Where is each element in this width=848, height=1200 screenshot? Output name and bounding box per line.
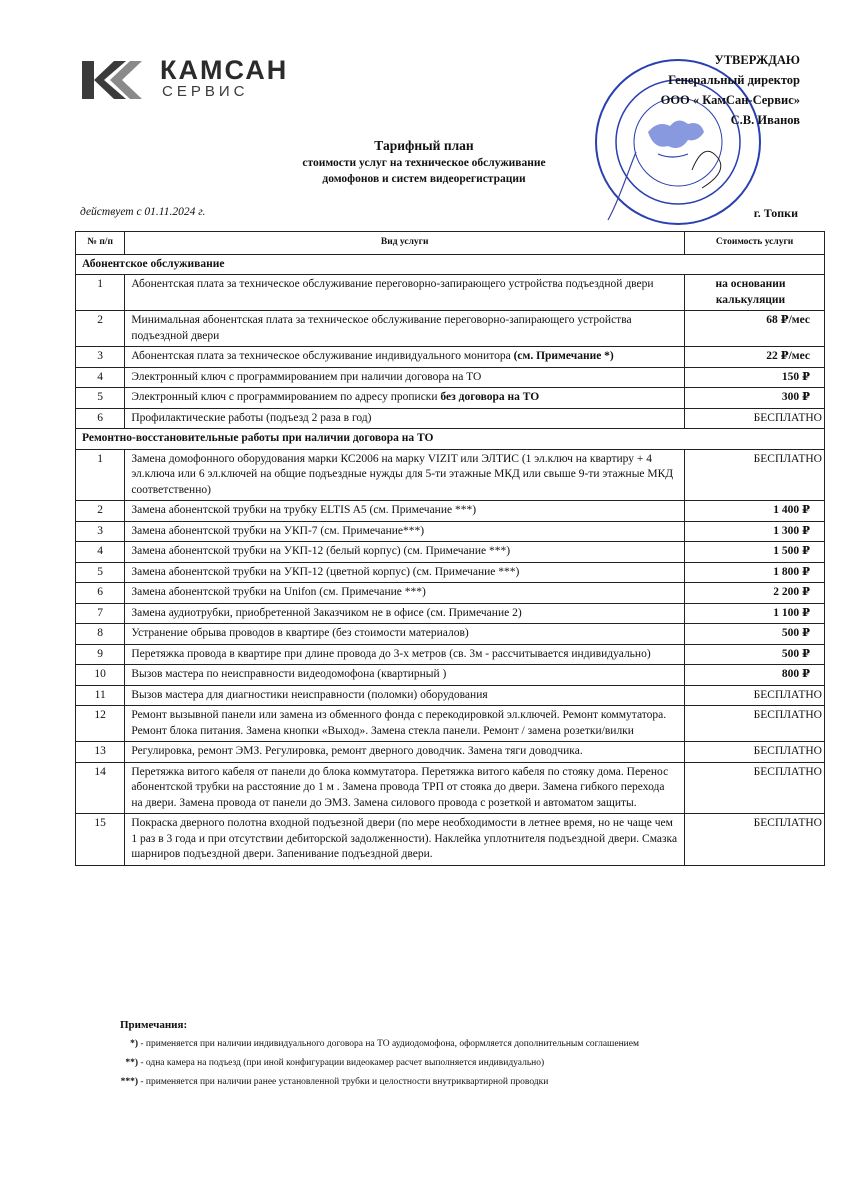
row-number: 2	[76, 501, 125, 522]
row-number: 1	[76, 449, 125, 501]
row-price: БЕСПЛАТНО	[685, 685, 825, 706]
section-repair-title: Ремонтно-восстановительные работы при наличии договора на ТО	[76, 429, 825, 450]
row-service	[125, 562, 685, 583]
note-item	[80, 1073, 639, 1092]
company-logo	[80, 55, 310, 105]
row-price: 1 400 ₽	[685, 501, 825, 522]
row-number: 6	[76, 408, 125, 429]
row-service	[125, 449, 685, 501]
service-text: Замена аудиотрубки, приобретенной Заказчиком не в офисе (см. Примечание 2)	[131, 606, 522, 619]
service-text: Замена абонентской трубки на УКП-12 (цветной корпус) (см. Примечание ***)	[131, 565, 520, 578]
document-subtitle-line1: стоимости услуг на техническое обслуживание	[302, 157, 546, 169]
row-service	[125, 311, 685, 347]
row-service	[125, 542, 685, 563]
approval-heading: УТВЕРЖДАЮ	[714, 53, 800, 67]
service-text: Электронный ключ с программированием при наличии договора на ТО	[131, 370, 482, 383]
note-text: - одна камера на подъезд (при иной конфигурации видеокамер расчет выполняется индивидуально)	[138, 1058, 545, 1068]
service-text: Профилактические работы (подъезд 2 раза в год)	[131, 411, 372, 424]
logo-subtitle: СЕРВИС	[162, 83, 249, 100]
row-price: 68 ₽/мес	[685, 311, 825, 347]
service-text: Вызов мастера по неисправности видеодомофона (квартирный )	[131, 668, 447, 680]
row-service	[125, 665, 685, 686]
service-bold-note: без договора на ТО	[440, 391, 540, 403]
header-price: Стоимость услуги	[685, 232, 825, 255]
service-text: Перетяжка витого кабеля от панели до блока коммутатора. Перетяжка витого кабеля по стояку дома. Перенос абонентской трубки на расстояние до 1 м . Замена провода ТРП от стояка до двери. Замена гибкого перехода на двери. Замена провода от панели до ЭМЗ. Замена силового провода с розеткой и автоматом защиты.	[131, 765, 669, 809]
note-mark: **)	[125, 1058, 138, 1068]
row-number: 4	[76, 367, 125, 388]
row-service	[125, 685, 685, 706]
row-service	[125, 367, 685, 388]
table-header-row	[76, 232, 825, 255]
row-number: 11	[76, 685, 125, 706]
row-number: 12	[76, 706, 125, 742]
note-text: - применяется при наличии индивидуального договора на ТО аудиодомофона, оформляется дополнительным соглашением	[138, 1039, 639, 1049]
row-price: 150 ₽	[685, 367, 825, 388]
row-price: БЕСПЛАТНО	[685, 706, 825, 742]
row-service	[125, 814, 685, 866]
note-item	[80, 1054, 639, 1073]
document-title: Тарифный план	[374, 138, 474, 153]
table-row	[76, 449, 825, 501]
service-text: Перетяжка провода в квартире при длине провода до 3-х метров (св. 3м - рассчитывается индивидуально)	[131, 647, 651, 660]
row-price: БЕСПЛАТНО	[685, 762, 825, 814]
table-row	[76, 521, 825, 542]
row-price: 22 ₽/мес	[685, 347, 825, 368]
row-number: 3	[76, 521, 125, 542]
service-bold-note: (см. Примечание *)	[513, 350, 614, 362]
notes-list	[80, 1035, 639, 1092]
row-number: 13	[76, 742, 125, 763]
table-row	[76, 685, 825, 706]
section-subscription-title: Абонентское обслуживание	[76, 254, 825, 275]
row-service	[125, 603, 685, 624]
note-item	[80, 1035, 639, 1054]
row-price: 500 ₽	[685, 644, 825, 665]
note-mark: *)	[130, 1039, 138, 1049]
row-service	[125, 624, 685, 645]
row-price: 500 ₽	[685, 624, 825, 645]
row-number: 14	[76, 762, 125, 814]
row-number: 6	[76, 583, 125, 604]
valid-from-date: действует с 01.11.2024 г.	[80, 206, 206, 218]
row-number: 9	[76, 644, 125, 665]
table-row	[76, 542, 825, 563]
row-number: 5	[76, 388, 125, 409]
row-price: БЕСПЛАТНО	[685, 742, 825, 763]
row-price: 1 500 ₽	[685, 542, 825, 563]
table-row	[76, 603, 825, 624]
row-price: БЕСПЛАТНО	[685, 449, 825, 501]
table-row	[76, 275, 825, 311]
city-name: г. Топки	[753, 206, 798, 220]
service-text: Покраска дверного полотна входной подъезной двери (по мере необходимости в летнее время, но не чаще чем 1 раз в 3 года и при отсутствии дебиторской задолженности). Наклейка уплотнителя подъездной двери. Смазка шарниров подъездной двери. Запенивание подъездной двери.	[131, 817, 678, 860]
section-header-row	[76, 254, 825, 275]
row-service	[125, 347, 685, 368]
logo-title: КАМСАН	[160, 55, 289, 85]
service-text: Минимальная абонентская плата за техническое обслуживание переговорно-запирающего устройства подъездной двери	[131, 314, 632, 342]
row-number: 1	[76, 275, 125, 311]
row-price: БЕСПЛАТНО	[685, 814, 825, 866]
header-num: № п/п	[76, 232, 125, 255]
service-text: Регулировка, ремонт ЭМЗ. Регулировка, ремонт дверного доводчик. Замена тяги доводчика.	[131, 745, 583, 757]
row-service	[125, 762, 685, 814]
service-text: Замена абонентской трубки на УКП-12 (белый корпус) (см. Примечание ***)	[131, 545, 511, 557]
notes-heading: Примечания:	[120, 1019, 188, 1031]
row-service	[125, 706, 685, 742]
row-price: 1 100 ₽	[685, 603, 825, 624]
notes-block	[80, 1016, 639, 1092]
row-price: 300 ₽	[685, 388, 825, 409]
service-text: Абонентская плата за техническое обслуживание переговорно-запирающего устройства подъездной двери	[131, 278, 654, 290]
row-number: 10	[76, 665, 125, 686]
row-price: 800 ₽	[685, 665, 825, 686]
service-text: Замена абонентской трубки на трубку ELTIS A5 (см. Примечание ***)	[131, 504, 477, 516]
service-text: Вызов мастера для диагностики неисправности (поломки) оборудования	[131, 688, 488, 701]
table-row	[76, 311, 825, 347]
table-row	[76, 762, 825, 814]
approval-block	[661, 50, 800, 130]
row-number: 7	[76, 603, 125, 624]
row-number: 4	[76, 542, 125, 563]
approval-company: ООО « КамСан-Сервис»	[660, 93, 800, 107]
row-service	[125, 742, 685, 763]
row-service	[125, 388, 685, 409]
table-row	[76, 742, 825, 763]
header-service: Вид услуги	[125, 232, 685, 255]
service-text: Электронный ключ с программированием по адресу прописки	[131, 391, 438, 403]
table-row	[76, 624, 825, 645]
note-mark: ***)	[120, 1077, 138, 1087]
service-text: Замена абонентской трубки на Unifon (см. Примечание ***)	[131, 586, 426, 598]
table-row	[76, 367, 825, 388]
table-row	[76, 562, 825, 583]
row-number: 3	[76, 347, 125, 368]
row-service	[125, 583, 685, 604]
table-body	[76, 254, 825, 865]
row-price: БЕСПЛАТНО	[685, 408, 825, 429]
row-price: 2 200 ₽	[685, 583, 825, 604]
table-row	[76, 644, 825, 665]
row-price: 1 300 ₽	[685, 521, 825, 542]
service-text: Замена домофонного оборудования марки КС2006 на марку VIZIT или ЭЛТИС (1 эл.ключ на квартиру + 4 эл.ключа или 6 эл.ключей на общие подъездные нужды для 5-ти этажные МКД или свыше 9-ти этажные МКД соответственно)	[131, 452, 674, 496]
table-row	[76, 665, 825, 686]
table-row	[76, 583, 825, 604]
row-service	[125, 408, 685, 429]
service-text: Ремонт вызывной панели или замена из обменного фонда с перекодировкой эл.ключей. Ремонт коммутатора. Ремонт блока питания. Замена кнопки «Выход». Замена стекла панели. Ремонт / замена розетки/вилки	[131, 709, 667, 737]
row-service	[125, 275, 685, 311]
tariff-table	[75, 231, 825, 866]
row-price: на основании калькуляции	[685, 275, 825, 311]
table-row	[76, 706, 825, 742]
row-number: 2	[76, 311, 125, 347]
row-service	[125, 521, 685, 542]
table-row	[76, 388, 825, 409]
table-row	[76, 501, 825, 522]
row-number: 15	[76, 814, 125, 866]
table-row	[76, 347, 825, 368]
row-number: 8	[76, 624, 125, 645]
approval-signature-name: С.В. Иванов	[730, 113, 800, 127]
row-price: 1 800 ₽	[685, 562, 825, 583]
kamsan-logo-icon	[80, 55, 150, 103]
service-text: Абонентская плата за техническое обслуживание индивидуального монитора	[131, 350, 511, 362]
row-service	[125, 644, 685, 665]
document-subtitle-line2: домофонов и систем видеорегистрации	[322, 173, 526, 185]
approval-position: Генеральный директор	[668, 73, 800, 87]
note-text: - применяется при наличии ранее установленной трубки и целостности внутриквартирной проводки	[138, 1077, 549, 1087]
row-number: 5	[76, 562, 125, 583]
section-header-row	[76, 429, 825, 450]
table-row	[76, 408, 825, 429]
service-text: Замена абонентской трубки на УКП-7 (см. Примечание***)	[131, 524, 425, 537]
table-row	[76, 814, 825, 866]
row-service	[125, 501, 685, 522]
service-text: Устранение обрыва проводов в квартире (без стоимости материалов)	[131, 627, 469, 639]
